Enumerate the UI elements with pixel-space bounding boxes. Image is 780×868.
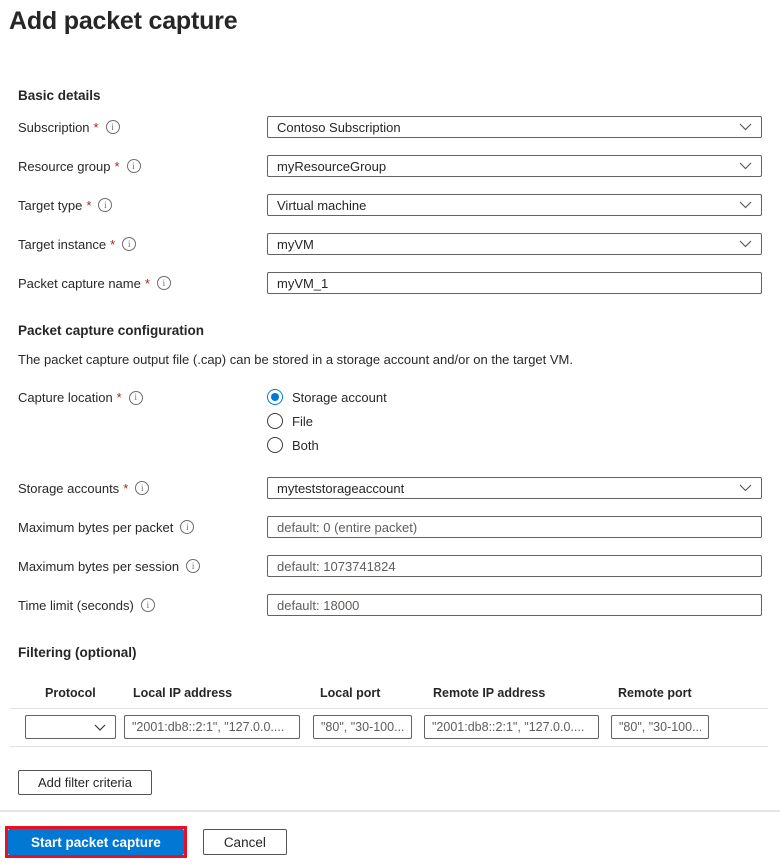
subscription-value: Contoso Subscription <box>277 119 401 135</box>
target-type-value: Virtual machine <box>277 197 367 213</box>
required-asterisk: * <box>93 119 99 135</box>
radio-file[interactable]: File <box>267 413 762 429</box>
target-instance-dropdown[interactable] <box>267 233 762 255</box>
column-header-remote-ip: Remote IP address <box>433 686 546 700</box>
form-content <box>0 88 780 795</box>
max-bytes-session-input[interactable] <box>267 555 762 577</box>
required-asterisk: * <box>123 480 129 496</box>
filter-table <box>10 682 768 747</box>
red-highlight-annotation <box>5 826 187 858</box>
field-row-capture-location <box>18 389 762 453</box>
section-configuration: Packet capture configuration <box>18 323 205 338</box>
capture-name-input[interactable] <box>267 272 762 294</box>
filter-table-header <box>10 682 768 704</box>
remote-ip-input[interactable] <box>424 715 599 739</box>
field-row-target-instance <box>18 233 762 255</box>
subscription-dropdown[interactable] <box>267 116 762 138</box>
capture-location-label: Capture location <box>18 390 113 405</box>
field-row-max-bytes-packet <box>18 516 762 538</box>
storage-accounts-value: myteststorageaccount <box>277 480 405 496</box>
column-header-local-port: Local port <box>320 686 381 700</box>
info-icon[interactable] <box>106 120 120 134</box>
protocol-dropdown[interactable] <box>25 715 116 739</box>
chevron-down-icon <box>94 724 106 731</box>
column-header-local-ip: Local IP address <box>133 686 233 700</box>
info-icon[interactable] <box>135 481 149 495</box>
remote-port-input[interactable] <box>611 715 709 739</box>
required-asterisk: * <box>114 158 120 174</box>
chevron-down-icon <box>739 123 752 131</box>
info-icon[interactable] <box>180 520 194 534</box>
required-asterisk: * <box>86 197 92 213</box>
field-row-storage-accounts <box>18 477 762 499</box>
start-packet-capture-button[interactable]: Start packet capture <box>8 829 184 855</box>
field-row-time-limit <box>18 594 762 616</box>
info-icon[interactable] <box>186 559 200 573</box>
radio-storage-account[interactable]: Storage account <box>267 389 762 405</box>
required-asterisk: * <box>144 275 150 291</box>
column-header-protocol: Protocol <box>45 686 96 700</box>
section-basic-details: Basic details <box>18 88 101 103</box>
field-row-capture-name <box>18 272 762 294</box>
time-limit-label: Time limit (seconds) <box>18 597 134 613</box>
max-bytes-packet-label: Maximum bytes per packet <box>18 519 174 535</box>
target-type-label: Target type <box>18 197 83 213</box>
storage-accounts-label: Storage accounts <box>18 480 120 496</box>
required-asterisk: * <box>116 390 122 405</box>
column-header-remote-port: Remote port <box>618 686 692 700</box>
target-type-dropdown[interactable] <box>267 194 762 216</box>
chevron-down-icon <box>739 484 752 492</box>
radio-unselected-icon <box>267 437 283 453</box>
max-bytes-packet-input[interactable] <box>267 516 762 538</box>
time-limit-input[interactable] <box>267 594 762 616</box>
storage-accounts-dropdown[interactable] <box>267 477 762 499</box>
radio-both[interactable]: Both <box>267 437 762 453</box>
field-row-resource-group <box>18 155 762 177</box>
info-icon[interactable] <box>141 598 155 612</box>
target-instance-value: myVM <box>277 236 314 252</box>
local-ip-input[interactable] <box>124 715 300 739</box>
section-filtering: Filtering (optional) <box>18 645 137 660</box>
filter-table-row <box>10 708 768 747</box>
chevron-down-icon <box>739 162 752 170</box>
cancel-button[interactable]: Cancel <box>203 829 287 855</box>
field-row-target-type <box>18 194 762 216</box>
info-icon[interactable] <box>127 159 141 173</box>
resource-group-value: myResourceGroup <box>277 158 387 174</box>
max-bytes-session-label: Maximum bytes per session <box>18 558 180 574</box>
radio-unselected-icon <box>267 413 283 429</box>
resource-group-label: Resource group <box>18 158 111 174</box>
chevron-down-icon <box>739 240 752 248</box>
target-instance-label: Target instance <box>18 236 107 252</box>
required-asterisk: * <box>110 236 116 252</box>
configuration-description: The packet capture output file (.cap) can be stored in a storage account and/or on the target VM. <box>18 352 573 367</box>
page-title: Add packet capture <box>9 7 238 35</box>
info-icon[interactable] <box>98 198 112 212</box>
info-icon[interactable] <box>157 276 171 290</box>
subscription-label: Subscription <box>18 119 90 135</box>
resource-group-dropdown[interactable] <box>267 155 762 177</box>
radio-selected-icon <box>267 389 283 405</box>
info-icon[interactable] <box>122 237 136 251</box>
capture-location-radio-group <box>267 389 762 453</box>
capture-name-label: Packet capture name <box>18 275 141 291</box>
local-port-input[interactable] <box>313 715 412 739</box>
field-row-subscription <box>18 116 762 138</box>
info-icon[interactable] <box>129 391 143 405</box>
add-filter-criteria-button[interactable]: Add filter criteria <box>18 770 152 795</box>
field-row-max-bytes-session <box>18 555 762 577</box>
chevron-down-icon <box>739 201 752 209</box>
footer-actions <box>0 812 780 858</box>
